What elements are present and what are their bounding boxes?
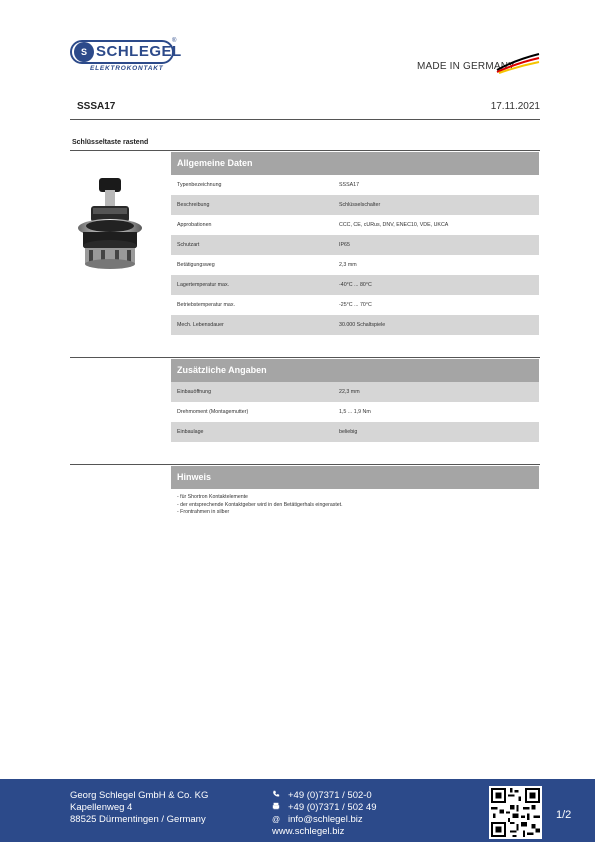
- made-in-germany: MADE IN GERMANY: [417, 61, 516, 72]
- row-value: 2,3 mm: [339, 262, 357, 268]
- row-label: Einbauöffnung: [177, 389, 212, 395]
- section-title: Zusätzliche Angaben: [171, 359, 539, 382]
- section-hint: [171, 466, 539, 489]
- section-title: Hinweis: [171, 466, 539, 489]
- email-link[interactable]: info@schlegel.biz: [288, 814, 363, 825]
- footer-contact: [272, 790, 376, 838]
- hint-item: - Frontrahmen in silber: [177, 509, 230, 516]
- section-title: Allgemeine Daten: [171, 152, 539, 175]
- qr-code-icon: [489, 786, 542, 839]
- row-label: Beschreibung: [177, 202, 210, 208]
- row-value: beliebig: [339, 429, 358, 435]
- table-row: [171, 402, 539, 422]
- fax-line: [272, 802, 376, 814]
- phone-number[interactable]: +49 (0)7371 / 502-0: [288, 790, 372, 801]
- section-rule: [70, 464, 540, 465]
- hint-list: [177, 494, 343, 517]
- web-link[interactable]: www.schlegel.biz: [272, 826, 345, 837]
- row-value: 1,5 ... 1,9 Nm: [339, 409, 371, 415]
- row-label: Typenbezeichnung: [177, 182, 222, 188]
- company-name: Georg Schlegel GmbH & Co. KG: [70, 790, 209, 801]
- city: 88525 Dürmentingen / Germany: [70, 814, 206, 825]
- street: Kapellenweg 4: [70, 802, 133, 813]
- row-value: CCC, CE, cURus, DNV, ENEC10, VDE, UKCA: [339, 222, 449, 228]
- row-label: Schutzart: [177, 242, 200, 248]
- logo-subtitle: ELEKTROKONTAKT: [90, 65, 164, 72]
- row-value: -25°C ... 70°C: [339, 302, 372, 308]
- hint-item: - für Shortron Kontaktelemente: [177, 494, 248, 500]
- table-row: [171, 255, 539, 275]
- row-label: Drehmoment (Montagemutter): [177, 409, 249, 415]
- schlegel-logo: [70, 38, 180, 74]
- product-title: Schlüsseltaste rastend: [72, 139, 149, 146]
- document-id: SSSA17: [77, 101, 116, 112]
- table-row: [171, 235, 539, 255]
- table-row: [171, 275, 539, 295]
- table-row: [171, 175, 539, 195]
- section-rule: [70, 150, 540, 151]
- phone-line: [272, 790, 376, 802]
- row-label: Approbationen: [177, 222, 212, 228]
- at-icon: @: [272, 815, 281, 824]
- section-additional: [171, 359, 539, 442]
- table-row: [171, 215, 539, 235]
- row-label: Mech. Lebensdauer: [177, 322, 224, 328]
- web-line: [272, 826, 376, 838]
- table-row: [171, 195, 539, 215]
- row-value: 22,3 mm: [339, 389, 360, 395]
- row-label: Einbaulage: [177, 429, 204, 435]
- row-value: -40°C ... 80°C: [339, 282, 372, 288]
- row-value: SSSA17: [339, 182, 360, 188]
- logo-text: SCHLEGEL: [96, 43, 182, 60]
- germany-flag-swoosh-icon: [495, 52, 541, 74]
- section-rule: [70, 357, 540, 358]
- header-rule: [70, 119, 540, 120]
- logo-mark: S: [74, 42, 94, 62]
- row-label: Lagertemperatur max.: [177, 282, 230, 288]
- key-switch-image: [75, 178, 145, 270]
- row-value: IP65: [339, 242, 350, 248]
- table-row: [171, 382, 539, 402]
- row-value: 30.000 Schaltspiele: [339, 322, 386, 328]
- table-row: [171, 422, 539, 442]
- row-label: Betätigungsweg: [177, 262, 215, 268]
- page-number: 1/2: [556, 809, 572, 821]
- row-label: Betriebstemperatur max.: [177, 302, 235, 308]
- section-general: [171, 152, 539, 335]
- footer: [0, 779, 595, 842]
- row-value: Schlüsselschalter: [339, 202, 381, 208]
- table-row: [171, 295, 539, 315]
- footer-address: [70, 790, 208, 826]
- document-date: 17.11.2021: [490, 101, 540, 112]
- hint-item: - der entsprechende Kontaktgeber wird in den Betätigerhals eingerastet.: [177, 501, 343, 508]
- fax-number[interactable]: +49 (0)7371 / 502 49: [288, 802, 377, 813]
- email-line: [272, 814, 376, 826]
- logo-registered-mark: ®: [172, 38, 177, 44]
- phone-icon: [272, 790, 288, 802]
- table-row: [171, 315, 539, 335]
- fax-icon: [272, 802, 288, 814]
